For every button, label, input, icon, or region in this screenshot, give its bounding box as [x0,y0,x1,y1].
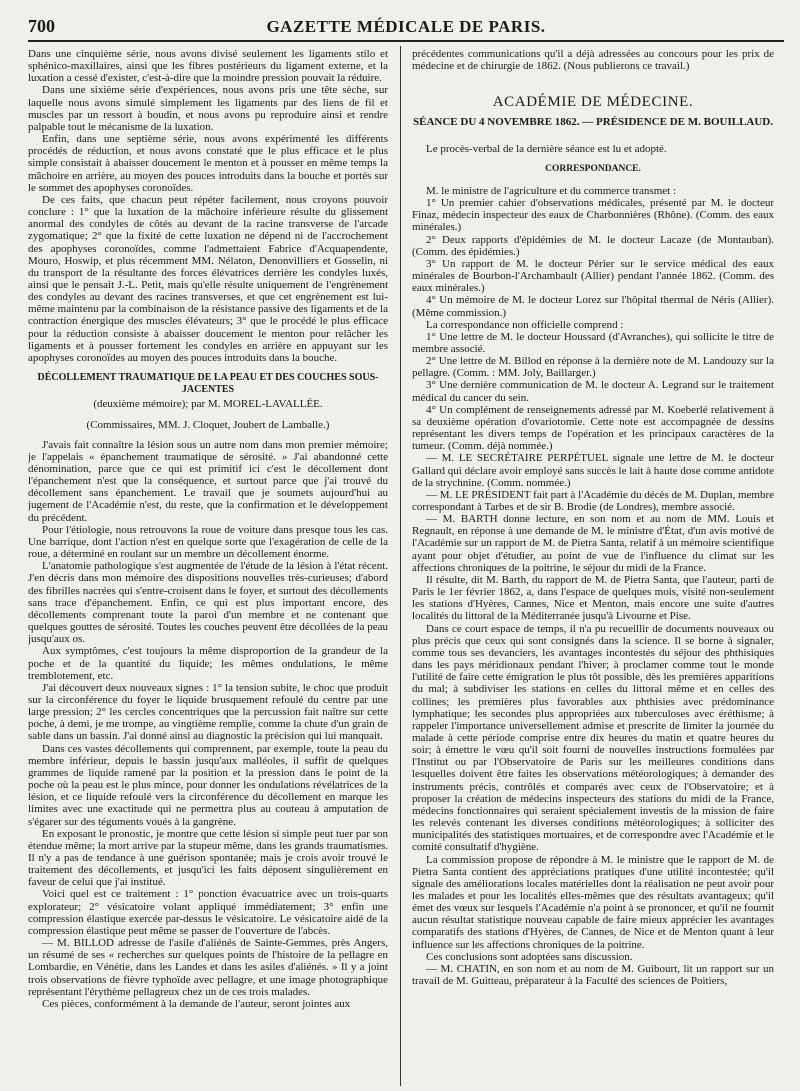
commissaires-line: (Commissaires, MM. J. Cloquet, Joubert de Lamballe.) [86,418,330,431]
paragraph: Il résulte, dit M. Barth, du rapport de M. de Pietra Santa, que l'auteur, parti de Paris le 1er février 1862, a, dans l'espace de quelques mois, visité non-seulement les stations d'Hyères, Cannes, Nice et Menton, mais encore une suite d'autres localités du littoral de la Méditerranée jusqu'à Livourne et Pise. [412,573,774,623]
paragraph: En exposant le pronostic, je montre que cette lésion si simple peut tuer par son étendue même; la mort arrive par la stupeur même, dans les grands traumatismes. Il n'y a pas de tendance à une guérison spontanée; mais je crois avoir trouvé le traitement des décollements, et jusqu'ici les faits déposent singulièrement en faveur de celui que j'ai institué. [28,827,388,889]
page-number: 700 [28,16,55,36]
section-subtitle: (deuxième mémoire); par M. MOREL-LAVALLÉE. [93,398,323,411]
paragraph: 4° Un complément de renseignements adressé par M. Koeberlé relativement à sa deuxième opération d'ovariotomie. Cette note est accompagnée de dessins représentant les divers temps de l'opération et les principaux caractères de la tumeur. (Comm. déjà nommée.) [412,403,774,453]
correspondance-heading: CORRESPONDANCE. [545,163,641,174]
paragraph: 1° Une lettre de M. le docteur Houssard (d'Avranches), qui sollicite le titre de membre associé. [412,330,774,355]
paragraph: — M. BARTH donne lecture, en son nom et au nom de MM. Louis et Regnault, en réponse à une demande de M. le ministre d'État, d'un avis motivé de l'Académie sur un rapport de M. de Pietra Santa, relatif à un mémoire scientifique ayant pour objet d'étudier, au point de vue de l'influence du climat sur les affections chroniques de la poitrine, le séjour du midi de la France. [412,513,774,574]
paragraph: M. le ministre de l'agriculture et du commerce transmet : [426,184,677,197]
paragraph: — M. LE SECRÉTAIRE PERPÉTUEL signale une lettre de M. le docteur Gallard qui déclare avoir employé sans succès le lait à haute dose comme antidote de la strychnine. (Comm. nommée.) [412,452,774,489]
paragraph: Dans ce court espace de temps, il n'a pu recueillir de documents nouveaux ou plus précis que ceux qui sont consignés dans la science. Il se borne à signaler, comme tous ses devanciers, les avantages incontestés du séjour des phthisiques dans les pays méridionaux pendant l'hiver; à proclamer comme tout le monde l'utilité de faire cette émigration le plus tôt possible, dès les premières apparitions du mal; à subdiviser les stations en celles du littoral même et en celles des collines; les premières plus favorables aux phthisies avec prédominance lymphatique; les secondes plus appropriées aux tuberculoses avec éréthisme; à rappeler l'importance universellement admise et prescrite de limiter la journée du malade à cette période comprise entre dix heures du matin et quatre heures du soir; à émettre le vœu qu'il soit fourni de nouvelles instructions formulées par l'Institut ou par l'Observatoire de Paris sur les meilleures conditions dans lesquelles doivent être faites les observations météorologiques; à demander des instruments précis, contrôlés et comparés avec ceux de l'Observatoire; et à proposer la création de médecins inspecteurs des stations du midi de la France, médecins fonctionnaires qui seraient spécialement investis de la mission de faire les relevés contenant les diverses conditions météorologiques; à solliciter des municipalités des statistiques mortuaires, et de correspondre avec l'Académie et le comité consultatif d'hygiène. [412,622,774,854]
right-column [412,48,774,1084]
paragraph: 4° Un mémoire de M. le docteur Lorez sur l'hôpital thermal de Néris (Allier). (Même commission.) [412,294,774,319]
paragraph: — M. LE PRÉSIDENT fait part à l'Académie du décès de M. Duplan, membre correspondant à Tarbes et de sir B. Brodie (de Londres), membre associé. [412,488,774,513]
section-title: DÉCOLLEMENT TRAUMATIQUE DE LA PEAU ET DES COUCHES SOUS-JACENTES [37,372,379,396]
paragraph: Voici quel est ce traitement : 1° ponction évacuatrice avec un trois-quarts explorateur; 2° vésicatoire volant appliqué immédiatement; 3° enfin une compression élastique exercée par-dessus le vésicatoire. Le vésicatoire aidé de la compression élastique peut même se passer de l'ouverture de l'abcès. [28,888,388,937]
page-header [28,14,784,42]
paragraph: 2° Deux rapports d'épidémies de M. le docteur Lacaze (de Montauban). (Comm. des épidémies.) [412,233,774,258]
paragraph: 2° Une lettre de M. Billod en réponse à la dernière note de M. Landouzy sur la pellagre. (Comm. : MM. Joly, Baillarger.) [412,355,774,380]
proces-verbal: Le procès-verbal de la dernière séance est lu et adopté. [426,142,667,155]
paragraph: La correspondance non officielle comprend : [426,318,624,331]
paragraph: Dans ces vastes décollements qui comprennent, par exemple, toute la peau du membre inférieur, depuis le bassin jusqu'aux malléoles, il suffit de quelques grammes de liquide ramené par la position et la pression dans le point de la poche où la peau est le plus mince, pour donner les ondulations révélatrices de la lésion, et ce liquide refoulé vers la circonférence du décollement en marque les limites avec une exactitude qui ne permettra plus au couteau à amputation de s'égarer sur des téguments voués à la gangrène. [28,742,388,828]
paragraph: Enfin, dans une septième série, nous avons expérimenté les différents procédés de réduction, et nous avons constaté que le plus efficace et le plus simple consistait à abaisser doucement le menton et à pousser en même temps la mâchoire en arrière, au moyen des pouces introduits dans la bouche et portés sur le sommet des apophyses coronoïdes. [28,133,388,194]
paragraph: L'anatomie pathologique s'est augmentée de l'étude de la lésion à l'état récent. J'en décris dans mon mémoire des dispositions nouvelles très-curieuses; d'abord des fibrilles nacrées qui s'entre-croisent dans le foyer, et surtout des décollements sans trace d'épanchement. Enfin, ce qui est plus important encore, des décollements comprenant toute la paroi d'un membre et ne contenant que quelques gouttes de sérosité. Toutes les couches peuvent être décollées de la peau jusqu'aux os. [28,560,388,646]
paragraph: J'avais fait connaître la lésion sous un autre nom dans mon premier mémoire; je l'appelais « épanchement traumatique de sérosité. » J'ai abandonné cette dénomination, parce que ce qui est primitif ici c'est le décollement dont l'épanchement n'est que la conséquence, et surtout parce que j'ai trouvé du décollement sans épanchement. Le travail que je soumets aujourd'hui au jugement de l'Académie n'est, du reste, que la confirmation et le développement du précédent. [28,438,388,524]
academy-title: ACADÉMIE DE MÉDECINE. [492,94,694,111]
paragraph: Ces conclusions sont adoptées sans discussion. [426,950,633,963]
paragraph: 3° Un rapport de M. le docteur Périer sur le service médical des eaux minérales de Bourbon-l'Archambault (Allier) pendant l'année 1862. (Comm. des eaux minérales.) [412,257,774,295]
paragraph: Dans une cinquième série, nous avons divisé seulement les ligaments stilo et sphénico-maxillaires, ainsi que les fibres postérieurs du ligament externe, et la luxation a cessé d'exister, c'est-à-dire que la moindre pression pouvait la réduire. [28,48,388,85]
paragraph: La commission propose de répondre à M. le ministre que le rapport de M. de Pietra Santa contient des appréciations pratiques d'une utilité incontestée; qu'il signale des améliorations locales matérielles dont la réalisation ne peut avoir pour les malades et pour les localités elles-mêmes que des résultats avantageux; qu'il émet des vœux sur lesquels l'Académie n'a point à se prononcer, et qu'il ne fournit aucun résultat statistique nouveau capable de faire mieux apprécier les avantages comparatifs des stations d'Hyères, de Cannes, de Nice et de Menton quant à leur influence sur les affections chroniques de la poitrine. [412,853,774,951]
paragraph: — M. CHATIN, en son nom et au nom de M. Guibourt, lit un rapport sur un travail de M. Guitteau, préparateur à la Faculté des sciences de Poitiers, [412,962,774,988]
paragraph: — M. BILLOD adresse de l'asile d'aliénés de Sainte-Gemmes, près Angers, un résumé de ses « recherches sur quelques points de l'histoire de la pellagre en Lombardie, en Vénétie, dans les Landes et dans les asiles d'aliénés. » Il y a joint trois observations de fièvre typhoïde avec pellagre, et une image photographique représentant l'érythème pellagreux chez un de ces trois malades. [28,937,388,998]
session-line: SÉANCE DU 4 NOVEMBRE 1862. — PRÉSIDENCE DE M. BOUILLAUD. [413,116,773,129]
paragraph: Pour l'étiologie, nous retrouvons la roue de voiture dans presque tous les cas. Une barrique, dont l'action n'est en quelque sorte que l'exagération de celle de la roue, a déterminé en roulant sur un membre un décollement énorme. [28,523,388,561]
paragraph: Aux symptômes, c'est toujours la même disproportion de la grandeur de la poche et de la quantité du liquide; les mêmes ondulations, le même tremblotement, etc. [28,645,388,682]
paragraph: De ces faits, que chacun peut répéter facilement, nous croyons pouvoir conclure : 1° que la luxation de la mâchoire inférieure résulte du glissement anormal des condyles de côtés au devant de la racine transverse de l'arcade zygomatique; 2° que la fixité de cette luxation ne dépend ni de l'accrochement des apophyses coronoïdes, comme l'admettaient Fabrice d'Acquapendente, Mouro, Hoswip, et plus récemment MM. Nélaton, Denonvilliers et Gosselin, ni du transport de la résultante des forces élévatrices derrière les condyles luxés, ainsi que le pensait J.-L. Petit, mais qu'elle résulte uniquement de l'engrènement des condyles au devant des racines transverses, et que cet engrènement est lui-même maintenu par la combinaison de la résistance passive des ligaments et de la contraction énergique des muscles élévateurs; 3° que le procédé le plus efficace pour la réduction consiste à abaisser doucement le menton pour relâcher les ligaments et à pousser fortement les condyles en arrière en appuyant sur les apophyses coronoïdes au moyen des pouces introduits dans la bouche. [28,193,388,364]
column-divider [400,46,401,1086]
journal-title: GAZETTE MÉDICALE DE PARIS. [266,17,546,36]
paragraph: 1° Un premier cahier d'observations médicales, présenté par M. le docteur Finaz, médecin inspecteur des eaux de Charbonnières (Rhône). (Comm. des eaux minérales.) [412,197,774,234]
paragraph: J'ai découvert deux nouveaux signes : 1° la tension subite, le choc que produit sur la circonférence du foyer le liquide brusquement refoulé du centre par une large pression; 2° les cercles concentriques que la percussion fait naître sur cette poche, à demi, je me trompe, au vingtième remplie, comme la chute d'un grain de sable dans un bassin. J'ai donné ainsi au diagnostic la précision qui lui manquait. [28,681,388,743]
paragraph: Dans une sixième série d'expériences, nous avons pris une tête sèche, sur laquelle nous avons simulé simplement les ligaments par des liens de fil et muscles par un ressort à boudin, et nous avons pu reproduire ainsi et rendre palpable tout le mécanisme de la luxation. [28,84,388,133]
continuation-paragraph: précédentes communications qu'il a déjà adressées au concours pour les prix de médecine et de chirurgie de 1862. (Nous publierons ce travail.) [412,48,774,73]
left-column [28,48,388,1084]
paragraph: Ces pièces, conformément à la demande de l'auteur, seront jointes aux [42,997,351,1010]
paragraph: 3° Une dernière communication de M. le docteur A. Legrand sur le traitement médical du cancer du sein. [412,379,774,404]
